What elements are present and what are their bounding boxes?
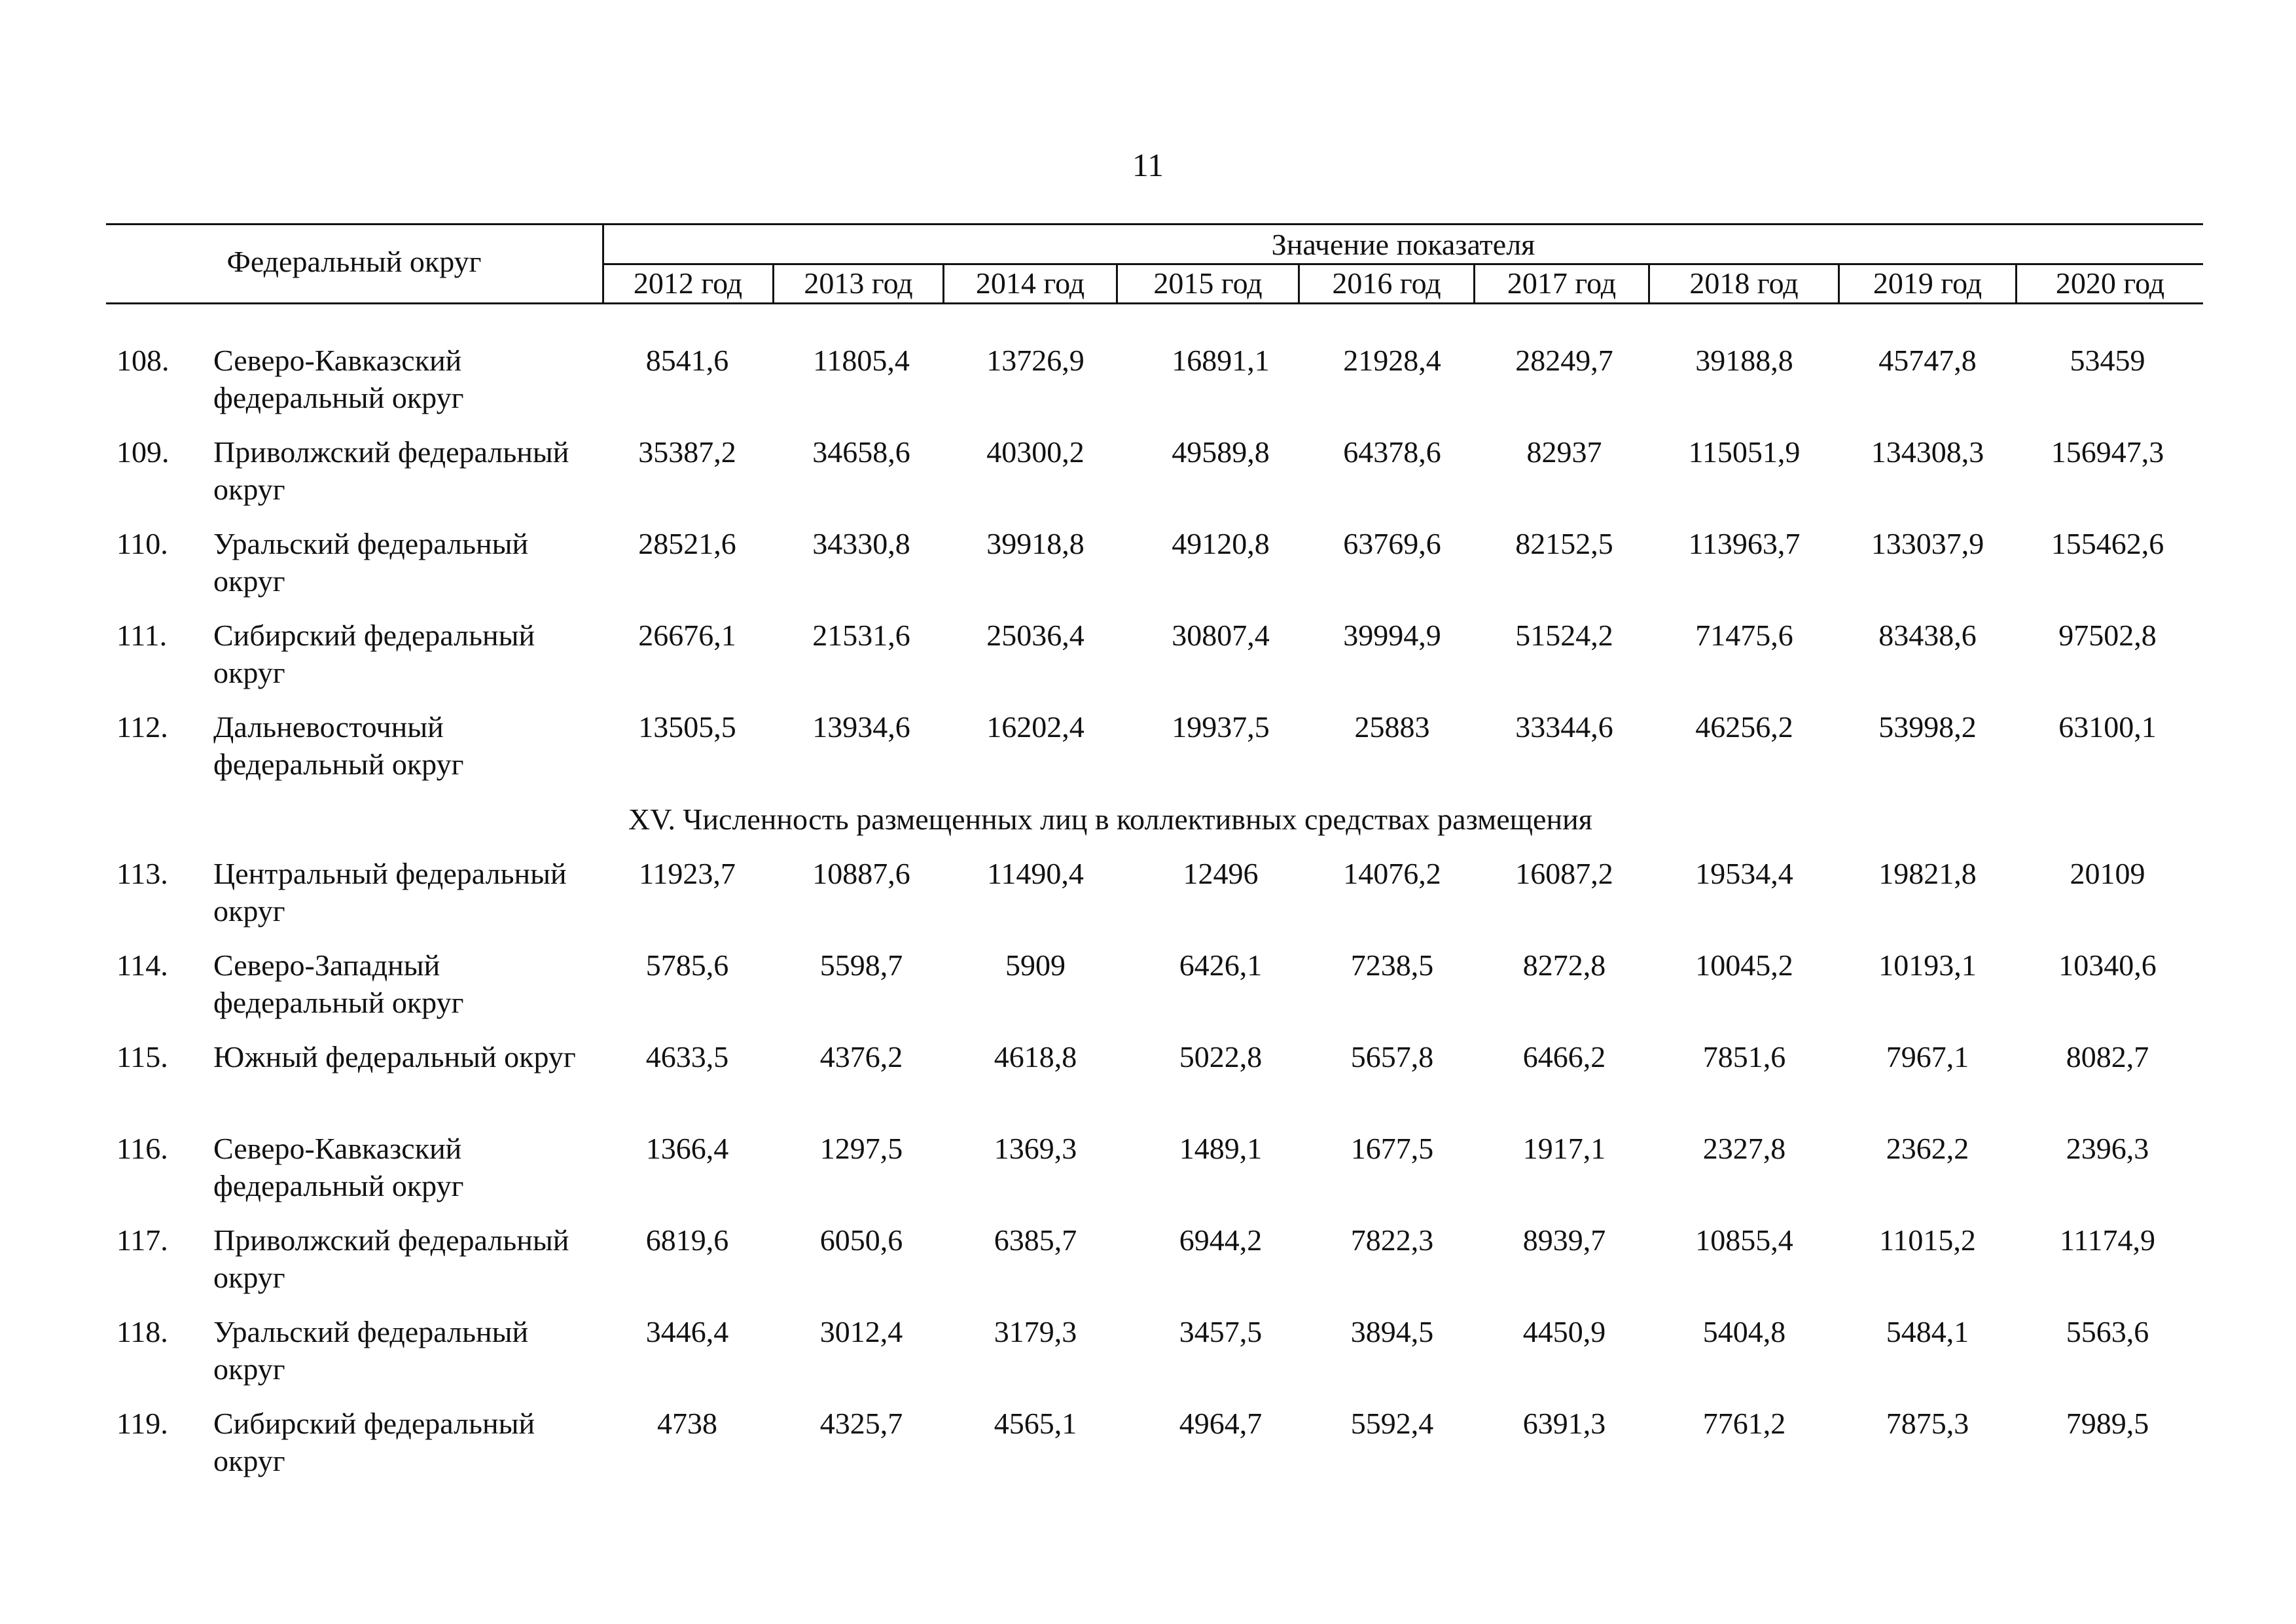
- table-row: [0, 433, 2296, 525]
- row-value: 34658,6: [812, 435, 910, 469]
- row-value: 33344,6: [1515, 710, 1613, 744]
- row-value: 6050,6: [819, 1223, 903, 1257]
- row-value: 10340,6: [2058, 948, 2157, 982]
- row-value: 5785,6: [645, 948, 729, 982]
- header-value: Значение показателя: [1271, 228, 1535, 261]
- row-value: 7875,3: [1886, 1407, 1969, 1440]
- row-value: 155462,6: [2051, 527, 2164, 560]
- row-value: 12496: [1183, 857, 1259, 890]
- row-district-name: Сибирский федеральный округ: [213, 619, 535, 689]
- row-value: 25883: [1354, 710, 1430, 744]
- row-value: 4565,1: [994, 1407, 1077, 1440]
- row-value: 4325,7: [819, 1407, 903, 1440]
- row-value: 11015,2: [1879, 1223, 1976, 1257]
- table-top-rule: [106, 223, 2203, 225]
- year-header: 2018 год: [1689, 266, 1799, 300]
- row-district-name: Южный федеральный округ: [213, 1040, 576, 1074]
- row-value: 39994,9: [1343, 619, 1441, 652]
- row-value: 11805,4: [813, 344, 910, 377]
- row-value: 13726,9: [986, 344, 1085, 377]
- table-row: [0, 1221, 2296, 1313]
- row-district-name: Центральный федеральный округ: [213, 857, 567, 928]
- table-row: [0, 1313, 2296, 1405]
- row-value: 14076,2: [1343, 857, 1441, 890]
- row-value: 5563,6: [2066, 1315, 2149, 1348]
- row-value: 156947,3: [2051, 435, 2164, 469]
- row-value: 1677,5: [1350, 1132, 1434, 1165]
- year-header: 2016 год: [1332, 266, 1441, 300]
- row-value: 10887,6: [812, 857, 910, 890]
- row-value: 4618,8: [994, 1040, 1077, 1074]
- row-value: 2327,8: [1702, 1132, 1786, 1165]
- row-number: 108.: [117, 344, 170, 377]
- row-value: 8541,6: [645, 344, 729, 377]
- table-row: [0, 855, 2296, 947]
- row-value: 4450,9: [1522, 1315, 1606, 1348]
- row-value: 26676,1: [638, 619, 736, 652]
- header-district: Федеральный округ: [226, 245, 482, 278]
- row-number: 113.: [117, 857, 168, 890]
- row-district-name: Дальневосточный федеральный округ: [213, 710, 464, 781]
- row-value: 63100,1: [2058, 710, 2157, 744]
- row-value: 19821,8: [1878, 857, 1977, 890]
- row-value: 7238,5: [1350, 948, 1434, 982]
- row-value: 2396,3: [2066, 1132, 2149, 1165]
- row-value: 6944,2: [1179, 1223, 1263, 1257]
- row-value: 51524,2: [1515, 619, 1613, 652]
- row-number: 116.: [117, 1132, 168, 1165]
- row-value: 28521,6: [638, 527, 736, 560]
- row-value: 3446,4: [645, 1315, 729, 1348]
- row-value: 34330,8: [812, 527, 910, 560]
- year-header: 2014 год: [975, 266, 1085, 300]
- row-value: 39918,8: [986, 527, 1085, 560]
- row-district-name: Приволжский федеральный округ: [213, 435, 569, 506]
- row-value: 6426,1: [1179, 948, 1263, 982]
- row-value: 53998,2: [1878, 710, 1977, 744]
- row-value: 82152,5: [1515, 527, 1613, 560]
- row-value: 4964,7: [1179, 1407, 1263, 1440]
- row-value: 30807,4: [1172, 619, 1270, 652]
- row-value: 82937: [1526, 435, 1602, 469]
- row-value: 5022,8: [1179, 1040, 1263, 1074]
- row-value: 3179,3: [994, 1315, 1077, 1348]
- row-value: 3457,5: [1179, 1315, 1263, 1348]
- row-district-name: Уральский федеральный округ: [213, 1315, 529, 1386]
- row-district-name: Приволжский федеральный округ: [213, 1223, 569, 1294]
- row-number: 117.: [117, 1223, 168, 1257]
- row-value: 1917,1: [1522, 1132, 1606, 1165]
- year-header: 2012 год: [633, 266, 743, 300]
- year-header: 2017 год: [1507, 266, 1617, 300]
- table-row: [0, 342, 2296, 433]
- row-value: 97502,8: [2058, 619, 2157, 652]
- row-number: 111.: [117, 619, 168, 652]
- row-value: 53459: [2070, 344, 2145, 377]
- row-value: 133037,9: [1871, 527, 1984, 560]
- row-value: 7989,5: [2066, 1407, 2149, 1440]
- row-value: 21928,4: [1343, 344, 1441, 377]
- row-value: 10855,4: [1695, 1223, 1793, 1257]
- table-row: [0, 708, 2296, 800]
- table-row: [0, 1405, 2296, 1496]
- row-number: 119.: [117, 1407, 168, 1440]
- row-value: 4738: [657, 1407, 717, 1440]
- row-value: 46256,2: [1695, 710, 1793, 744]
- row-value: 1369,3: [994, 1132, 1077, 1165]
- row-value: 16087,2: [1515, 857, 1613, 890]
- row-value: 6819,6: [645, 1223, 729, 1257]
- row-value: 7967,1: [1886, 1040, 1969, 1074]
- year-header: 2019 год: [1873, 266, 1982, 300]
- row-value: 21531,6: [812, 619, 910, 652]
- row-value: 5657,8: [1350, 1040, 1434, 1074]
- row-number: 112.: [117, 710, 168, 744]
- year-header: 2015 год: [1153, 266, 1263, 300]
- row-value: 35387,2: [638, 435, 736, 469]
- row-value: 49120,8: [1172, 527, 1270, 560]
- row-value: 19534,4: [1695, 857, 1793, 890]
- row-value: 113963,7: [1688, 527, 1801, 560]
- row-value: 5598,7: [819, 948, 903, 982]
- row-value: 63769,6: [1343, 527, 1441, 560]
- row-value: 11490,4: [987, 857, 1084, 890]
- row-value: 6391,3: [1522, 1407, 1606, 1440]
- row-value: 40300,2: [986, 435, 1085, 469]
- row-value: 5592,4: [1350, 1407, 1434, 1440]
- row-value: 6466,2: [1522, 1040, 1606, 1074]
- row-value: 5909: [1005, 948, 1066, 982]
- row-value: 49589,8: [1172, 435, 1270, 469]
- row-district-name: Северо-Кавказский федеральный округ: [213, 1132, 464, 1202]
- row-value: 5484,1: [1886, 1315, 1969, 1348]
- row-value: 25036,4: [986, 619, 1085, 652]
- row-value: 71475,6: [1695, 619, 1793, 652]
- row-value: 10045,2: [1695, 948, 1793, 982]
- row-value: 13934,6: [812, 710, 910, 744]
- row-value: 13505,5: [638, 710, 736, 744]
- row-value: 1366,4: [645, 1132, 729, 1165]
- row-value: 7851,6: [1702, 1040, 1786, 1074]
- table-row: [0, 1130, 2296, 1221]
- row-value: 6385,7: [994, 1223, 1077, 1257]
- row-value: 5404,8: [1702, 1315, 1786, 1348]
- row-number: 114.: [117, 948, 168, 982]
- row-value: 8939,7: [1522, 1223, 1606, 1257]
- row-value: 10193,1: [1878, 948, 1977, 982]
- row-value: 39188,8: [1695, 344, 1793, 377]
- page-number: 11: [1132, 147, 1164, 183]
- row-value: 83438,6: [1878, 619, 1977, 652]
- row-number: 109.: [117, 435, 170, 469]
- row-number: 110.: [117, 527, 168, 560]
- row-value: 64378,6: [1343, 435, 1441, 469]
- row-value: 4376,2: [819, 1040, 903, 1074]
- row-value: 1489,1: [1179, 1132, 1263, 1165]
- row-value: 45747,8: [1878, 344, 1977, 377]
- table-row: [0, 947, 2296, 1038]
- row-value: 7761,2: [1702, 1407, 1786, 1440]
- section-title: XV. Численность размещенных лиц в коллективных средствах размещения: [628, 803, 1592, 836]
- row-value: 3012,4: [819, 1315, 903, 1348]
- row-value: 7822,3: [1350, 1223, 1434, 1257]
- row-district-name: Сибирский федеральный округ: [213, 1407, 535, 1477]
- row-value: 3894,5: [1350, 1315, 1434, 1348]
- row-number: 115.: [117, 1040, 168, 1074]
- table-row: [0, 1038, 2296, 1130]
- row-value: 28249,7: [1515, 344, 1613, 377]
- row-value: 11923,7: [639, 857, 736, 890]
- table-row: [0, 617, 2296, 708]
- row-value: 11174,9: [2059, 1223, 2156, 1257]
- row-number: 118.: [117, 1315, 168, 1348]
- row-value: 4633,5: [645, 1040, 729, 1074]
- row-district-name: Северо-Кавказский федеральный округ: [213, 344, 464, 414]
- row-value: 16891,1: [1172, 344, 1270, 377]
- row-value: 20109: [2070, 857, 2145, 890]
- row-district-name: Уральский федеральный округ: [213, 527, 529, 598]
- row-value: 19937,5: [1172, 710, 1270, 744]
- year-header: 2020 год: [2055, 266, 2165, 300]
- row-value: 134308,3: [1871, 435, 1984, 469]
- row-value: 1297,5: [819, 1132, 903, 1165]
- row-value: 16202,4: [986, 710, 1085, 744]
- row-value: 8082,7: [2066, 1040, 2149, 1074]
- year-header: 2013 год: [804, 266, 913, 300]
- row-value: 8272,8: [1522, 948, 1606, 982]
- table-row: [0, 525, 2296, 617]
- row-value: 115051,9: [1688, 435, 1801, 469]
- row-value: 2362,2: [1886, 1132, 1969, 1165]
- row-district-name: Северо-Западный федеральный округ: [213, 948, 464, 1019]
